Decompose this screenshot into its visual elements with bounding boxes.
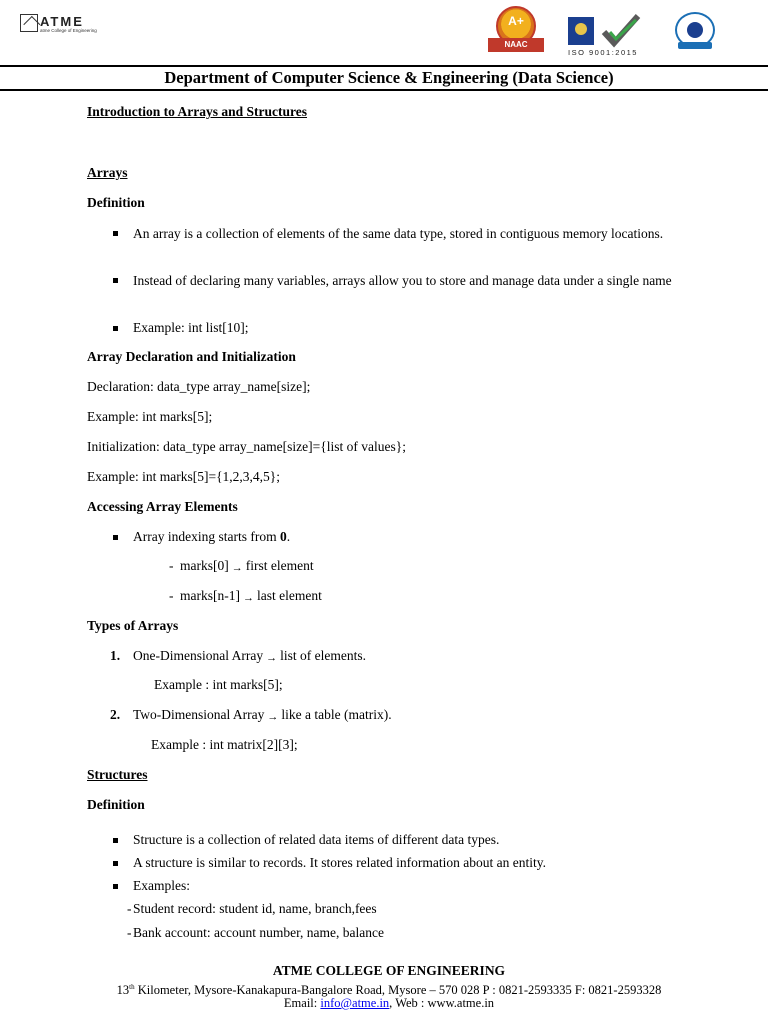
- naac-badge: [486, 6, 546, 54]
- naac-label: NAAC: [488, 38, 544, 52]
- type-desc: list of elements.: [280, 648, 366, 663]
- indexing-text: Array indexing starts from: [133, 529, 280, 544]
- footer-email-link[interactable]: info@atme.in: [320, 996, 390, 1010]
- def-bullet-3: Example: int list[10];: [133, 320, 249, 335]
- def-bullet-2: Instead of declaring many variables, arrays allow you to store and manage data under a single name: [133, 273, 672, 288]
- accessing-heading: Accessing Array Elements: [87, 499, 238, 514]
- bullet-icon: [113, 535, 118, 540]
- seal-ribbon-icon: [678, 42, 712, 49]
- bullet-icon: [113, 861, 118, 866]
- college-seal: [672, 12, 718, 52]
- access-code: marks[n-1]: [180, 588, 240, 603]
- declaration-example: Example: int marks[5];: [87, 409, 213, 424]
- type-name: Two-Dimensional Array: [133, 707, 265, 722]
- bullet-icon: [113, 326, 118, 331]
- struct-definition-heading: Definition: [87, 797, 145, 812]
- footer-km-sup: th: [129, 983, 135, 991]
- struct-bullet-2: A structure is similar to records. It stores related information about an entity.: [133, 855, 547, 870]
- footer-address-text: Kilometer, Mysore-Kanakapura-Bangalore Road, Mysore – 570 028 P : 0821-2593335 F: 0821-2593328: [134, 983, 662, 998]
- access-item-first: [180, 558, 314, 575]
- iso-text: ISO 9001:2015: [568, 48, 638, 57]
- access-code: marks[0]: [180, 558, 229, 573]
- bullet-icon: [113, 231, 118, 236]
- indexing-zero: 0: [279, 529, 287, 544]
- type-example: Example : int marks[5];: [154, 677, 283, 692]
- type-example: Example : int matrix[2][3];: [151, 737, 298, 752]
- indexing-period: .: [286, 529, 291, 544]
- struct-example-student: Student record: student id, name, branch,fees: [133, 901, 377, 916]
- footer-college-name: ATME COLLEGE OF ENGINEERING: [272, 963, 506, 978]
- atme-logo-icon: [20, 14, 38, 32]
- type-two-dimensional: [133, 707, 392, 724]
- type-number: 1.: [110, 648, 121, 663]
- footer-km: 13: [116, 983, 130, 998]
- right-arrow-icon: →: [242, 592, 254, 604]
- type-one-dimensional: [133, 648, 366, 665]
- header-divider-top: [0, 65, 768, 67]
- struct-example-bank: Bank account: account number, name, balance: [133, 925, 384, 940]
- access-desc: first element: [245, 558, 314, 573]
- access-desc: last element: [256, 588, 322, 603]
- bullet-icon: [113, 838, 118, 843]
- department-title: Department of Computer Science & Engineering (Data Science): [164, 68, 614, 87]
- footer-web: , Web : www.atme.in: [389, 996, 495, 1010]
- dash-icon: -: [127, 925, 132, 940]
- right-arrow-icon: →: [267, 711, 279, 723]
- initialization-line: Initialization: data_type array_name[size]={list of values};: [87, 439, 406, 454]
- logo-subtitle: atme College of Engineering: [40, 28, 97, 33]
- right-arrow-icon: →: [266, 652, 278, 664]
- bullet-icon: [113, 884, 118, 889]
- indexing-bullet: [133, 529, 290, 545]
- definition-heading: Definition: [87, 195, 145, 210]
- struct-bullet-3: Examples:: [133, 878, 190, 893]
- dash-icon: -: [127, 901, 132, 916]
- header-divider-bottom: [0, 89, 768, 91]
- logo-name: ATME: [40, 14, 84, 29]
- ukas-crown-icon: [568, 17, 594, 45]
- right-arrow-icon: →: [231, 562, 243, 574]
- type-number: 2.: [110, 707, 121, 722]
- def-bullet-1: An array is a collection of elements of the same data type, stored in contiguous memory locations.: [133, 226, 664, 241]
- checkmark-icon: [600, 12, 642, 48]
- document-title: Introduction to Arrays and Structures: [87, 104, 308, 119]
- naac-grade: A+: [508, 14, 524, 28]
- struct-bullet-1: Structure is a collection of related data items of different data types.: [133, 832, 500, 847]
- footer-email-label: Email:: [283, 996, 321, 1010]
- types-heading: Types of Arrays: [87, 618, 179, 633]
- dash-icon: -: [169, 588, 174, 603]
- structures-heading: Structures: [87, 767, 148, 782]
- type-desc: like a table (matrix).: [281, 707, 392, 722]
- bullet-icon: [113, 278, 118, 283]
- seal-emblem-icon: [687, 22, 703, 38]
- iso-certification: [566, 12, 650, 58]
- type-name: One-Dimensional Array: [133, 648, 264, 663]
- footer-contact: [0, 995, 768, 1011]
- dash-icon: -: [169, 558, 174, 573]
- declaration-line: Declaration: data_type array_name[size];: [87, 379, 311, 394]
- initialization-example: Example: int marks[5]={1,2,3,4,5};: [87, 469, 281, 484]
- declaration-heading: Array Declaration and Initialization: [87, 349, 296, 364]
- arrays-heading: Arrays: [87, 165, 128, 180]
- access-item-last: [180, 588, 322, 605]
